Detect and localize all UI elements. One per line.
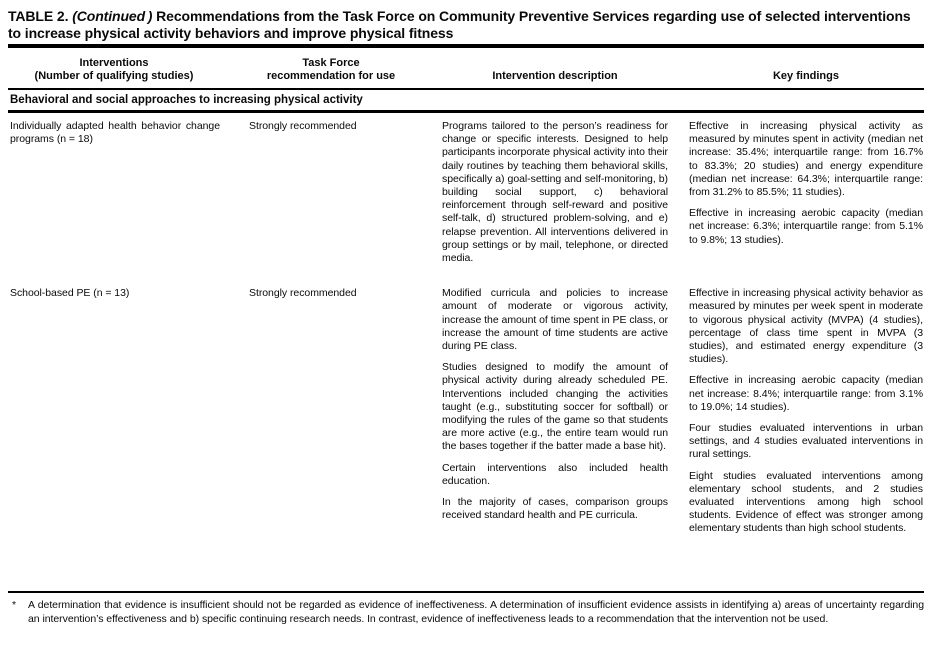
recommendation-text: Strongly recommended — [249, 287, 357, 300]
description-paragraph: Certain interventions also included health education. — [442, 461, 668, 487]
cell-recommendation — [241, 287, 421, 535]
section-header: Behavioral and social approaches to increasing physical activity — [10, 94, 363, 106]
column-header-findings: Key findings — [772, 70, 839, 82]
description-paragraph: Programs tailored to the person’s readiness for change or specific interests. Designed to help participants incorporate physical activity into their daily routines by teaching them behavioral skills, specifically a) goal-setting and self-monitoring, b) building social support, c) behavioral reinforcement through self-reward and positive self-talk, d) structured problem-solving, and e) relapse prevention. All interventions delivered in group settings or by mail, telephone, or directed media. — [442, 120, 668, 265]
intervention-text: School-based PE (n = 13) — [10, 287, 130, 300]
column-header-recommendation — [241, 57, 421, 83]
cell-recommendation — [241, 120, 421, 265]
description-paragraph: Modified curricula and policies to increase amount of moderate or vigorous activity, increase the amount of time spent in PE class, or increase the amount of time students are active during PE class. — [442, 287, 668, 353]
column-header-interventions — [8, 57, 220, 83]
table-title — [8, 5, 924, 41]
cell-findings — [689, 120, 923, 265]
cell-findings — [689, 287, 923, 535]
column-header-line: Task Force — [302, 57, 360, 69]
description-paragraph: Studies designed to modify the amount of physical activity during already scheduled PE. Interventions included changing the activities taught (e.g., substituting soccer for softball) or modifying the rules of the game so that students are more active (e.g., the entire team would run the bases together if the batter made a base hit). — [442, 361, 668, 453]
column-header-row — [8, 48, 924, 88]
cell-description — [442, 287, 668, 535]
table-title-text: Recommendations from the Task Force on Community Preventive Services regarding use of selected interventions to increase physical activity behaviors and improve physical fitness — [8, 8, 911, 41]
table-row — [8, 280, 924, 535]
findings-paragraph: Effective in increasing aerobic capacity (median net increase: 6.3%; interquartile range: from 5.1% to 9.8%; 13 studies). — [689, 207, 923, 246]
footnote — [8, 593, 924, 626]
findings-paragraph: Effective in increasing aerobic capacity (median net increase: 8.4%; interquartile range: from 3.1% to 19.0%; 14 studies). — [689, 374, 923, 413]
table-title-continued: (Continued ) — [72, 8, 153, 24]
table-body — [8, 113, 924, 591]
footnote-marker: * — [12, 599, 17, 611]
findings-paragraph: Four studies evaluated interventions in urban settings, and 4 studies evaluated interventions in rural settings. — [689, 422, 923, 461]
findings-paragraph: Effective in increasing physical activity behavior as measured by minutes per week spent in moderate to vigorous physical activity (MVPA) (4 studies), percentage of class time spent in MVPA (3 studies), and estimated energy expenditure (3 studies). — [689, 287, 923, 366]
table-row — [8, 113, 924, 265]
column-header-description: Intervention description — [492, 70, 618, 82]
findings-paragraph: Eight studies evaluated interventions among elementary school students, and 2 studies evaluated interventions among high school students. Evidence of effect was stronger among elementary students than high school students. — [689, 469, 923, 535]
column-header-line: Interventions — [79, 57, 149, 69]
recommendation-text: Strongly recommended — [249, 120, 357, 132]
table-title-prefix: TABLE 2. — [8, 8, 69, 24]
cell-intervention — [8, 120, 220, 265]
column-header-line: recommendation for use — [266, 70, 396, 82]
findings-paragraph: Effective in increasing physical activity as measured by minutes spent in activity (median net increase: 35.4%; interquartile range: from 16.7% to 83.3%; 20 studies) and energy expenditure (median net increase: 64.3%; interquartile range: from 31.2% to 85.5%; 11 studies). — [689, 120, 923, 199]
column-header-line: (Number of qualifying studies) — [34, 70, 194, 82]
cell-description — [442, 120, 668, 265]
intervention-text: Individually adapted health behavior change programs (n = 18) — [10, 120, 220, 146]
cell-intervention — [8, 287, 220, 535]
description-paragraph: In the majority of cases, comparison groups received standard health and PE curricula. — [442, 496, 668, 522]
footnote-text: A determination that evidence is insufficient should not be regarded as evidence of ineffectiveness. A determination of insufficient evidence assists in identifying a) areas of uncertainty regarding an intervention’s effectiveness and b) specific continuing research needs. In contrast, evidence of ineffectiveness leads to a recommendation that the intervention not be used. — [28, 599, 924, 625]
